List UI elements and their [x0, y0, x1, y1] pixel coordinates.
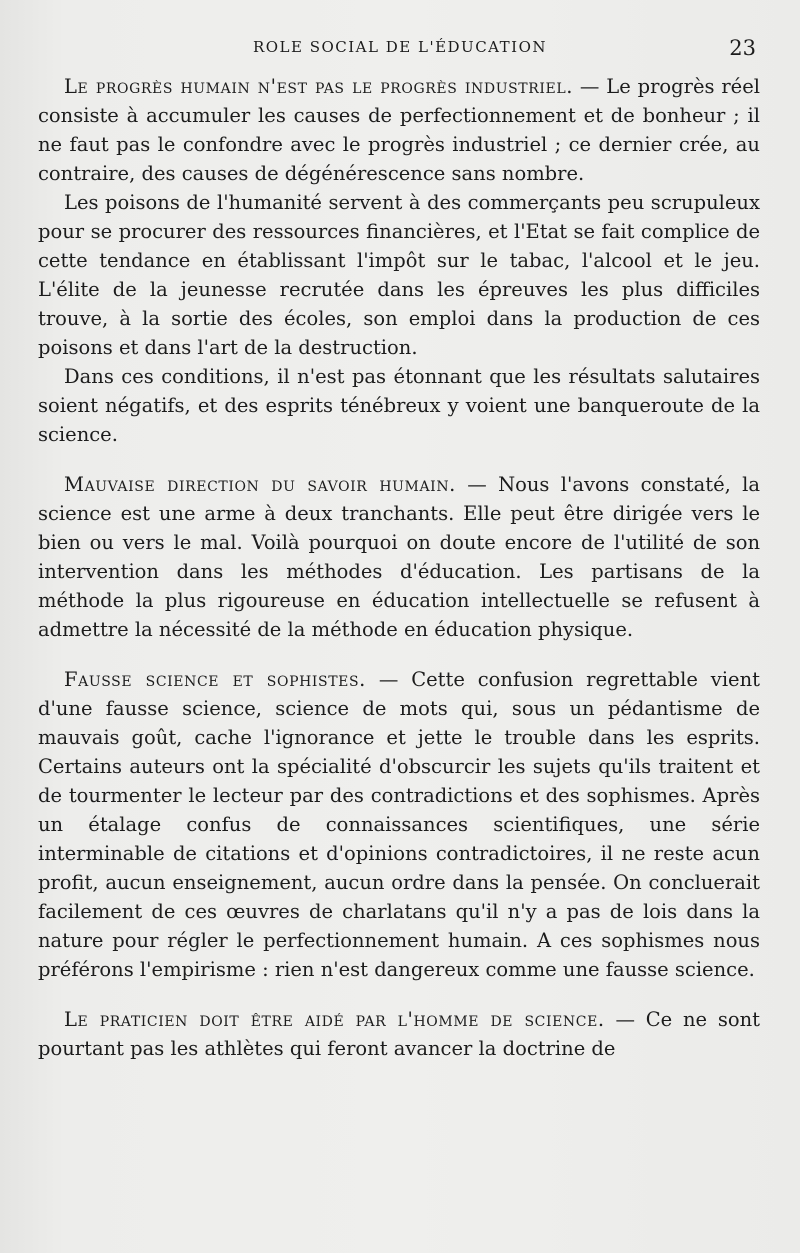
- section-1-text-1: Le progrès réel consiste à accumuler les causes de perfectionnement et de bonheur ; il ne faut pas le confondre avec le progrès industriel ; ce dernier crée, au contraire, des causes de dégénérescence sans nombre.: [38, 75, 760, 185]
- section-3-paragraph-1: Fausse science et sophistes. — Cette confusion regrettable vient d'une fausse science, science de mots qui, sous un pédantisme de mauvais goût, cache l'ignorance et jette le trouble dans les esprits. Certains auteurs ont la spécialité d'obscurcir les sujets qu'ils traitent et de tourmenter le lecteur par des contradictions et des sophismes. Après un étalage confus de connaissances scientifiques, une série interminable de citations et d'opinions contradictoires, il ne reste acun profit, aucun enseignement, aucun ordre dans la pensée. On concluerait facilement de ces œuvres de charlatans qu'il n'y a pas de lois dans la nature pour régler le perfectionnement humain. A ces sophismes nous préférons l'empirisme : rien n'est dangereux comme une fausse science.: [38, 668, 760, 981]
- section-1-paragraph-3: Dans ces conditions, il n'est pas étonnant que les résultats salutaires soient négatifs, et des esprits ténébreux y voient une banqueroute de la science.: [38, 365, 760, 446]
- page-number: 23: [729, 36, 756, 60]
- section-3-heading: Fausse science et sophistes.: [64, 668, 366, 691]
- running-title: ROLE SOCIAL DE L'ÉDUCATION: [252, 38, 548, 56]
- section-4-heading: Le praticien doit être aidé par l'homme de science.: [64, 1008, 605, 1031]
- section-1-paragraph-1: Le progrès humain n'est pas le progrès industriel. — Le progrès réel consiste à accumuler les causes de perfectionnement et de bonheur ; il ne faut pas le confondre avec le progrès industriel ; ce dernier crée, au contraire, des causes de dégénérescence sans nombre.: [38, 75, 760, 185]
- section-2-heading: Mauvaise direction du savoir humain.: [64, 473, 456, 496]
- section-4-text-1: Ce ne sont pourtant pas les athlètes qui feront avancer la doctrine de: [38, 1008, 760, 1060]
- section-4-paragraph-1: Le praticien doit être aidé par l'homme de science. — Ce ne sont pourtant pas les athlètes qui feront avancer la doctrine de: [38, 1008, 760, 1060]
- section-3-text-1: Cette confusion regrettable vient d'une fausse science, science de mots qui, sous un pédantisme de mauvais goût, cache l'ignorance et jette le trouble dans les esprits. Certains auteurs ont la spécialité d'obscurcir les sujets qu'ils traitent et de tourmenter le lecteur par des contradictions et des sophismes. Après un étalage confus de connaissances scientifiques, une série interminable de citations et d'opinions contradictoires, il ne reste acun profit, aucun enseignement, aucun ordre dans la pensée. On concluerait facilement de ces œuvres de charlatans qu'il n'y a pas de lois dans la nature pour régler le perfectionnement humain. A ces sophismes nous préférons l'empirisme : rien n'est dangereux comme une fausse science.: [38, 668, 760, 981]
- section-1-paragraph-2: Les poisons de l'humanité servent à des commerçants peu scrupuleux pour se procurer des ressources financières, et l'Etat se fait complice de cette tendance en établissant l'impôt sur le tabac, l'alcool et le jeu. L'élite de la jeunesse recrutée dans les épreuves les plus difficiles trouve, à la sortie des écoles, son emploi dans la production de ces poisons et dans l'art de la destruction.: [38, 191, 760, 359]
- section-2-paragraph-1: Mauvaise direction du savoir humain. — Nous l'avons constaté, la science est une arme à deux tranchants. Elle peut être dirigée vers le bien ou vers le mal. Voilà pourquoi on doute encore de l'utilité de son intervention dans les méthodes d'éducation. Les partisans de la méthode la plus rigoureuse en éducation intellectuelle se refusent à admettre la nécessité de la méthode en éducation physique.: [38, 473, 760, 641]
- section-2-text-1: Nous l'avons constaté, la science est une arme à deux tranchants. Elle peut être dirigée vers le bien ou vers le mal. Voilà pourquoi on doute encore de l'utilité de son intervention dans les méthodes d'éducation. Les partisans de la méthode la plus rigoureuse en éducation intellectuelle se refusent à admettre la nécessité de la méthode en éducation physique.: [38, 473, 760, 641]
- running-header: [0, 36, 800, 60]
- page-body: [38, 72, 760, 1063]
- section-1-heading: Le progrès humain n'est pas le progrès industriel.: [64, 75, 574, 98]
